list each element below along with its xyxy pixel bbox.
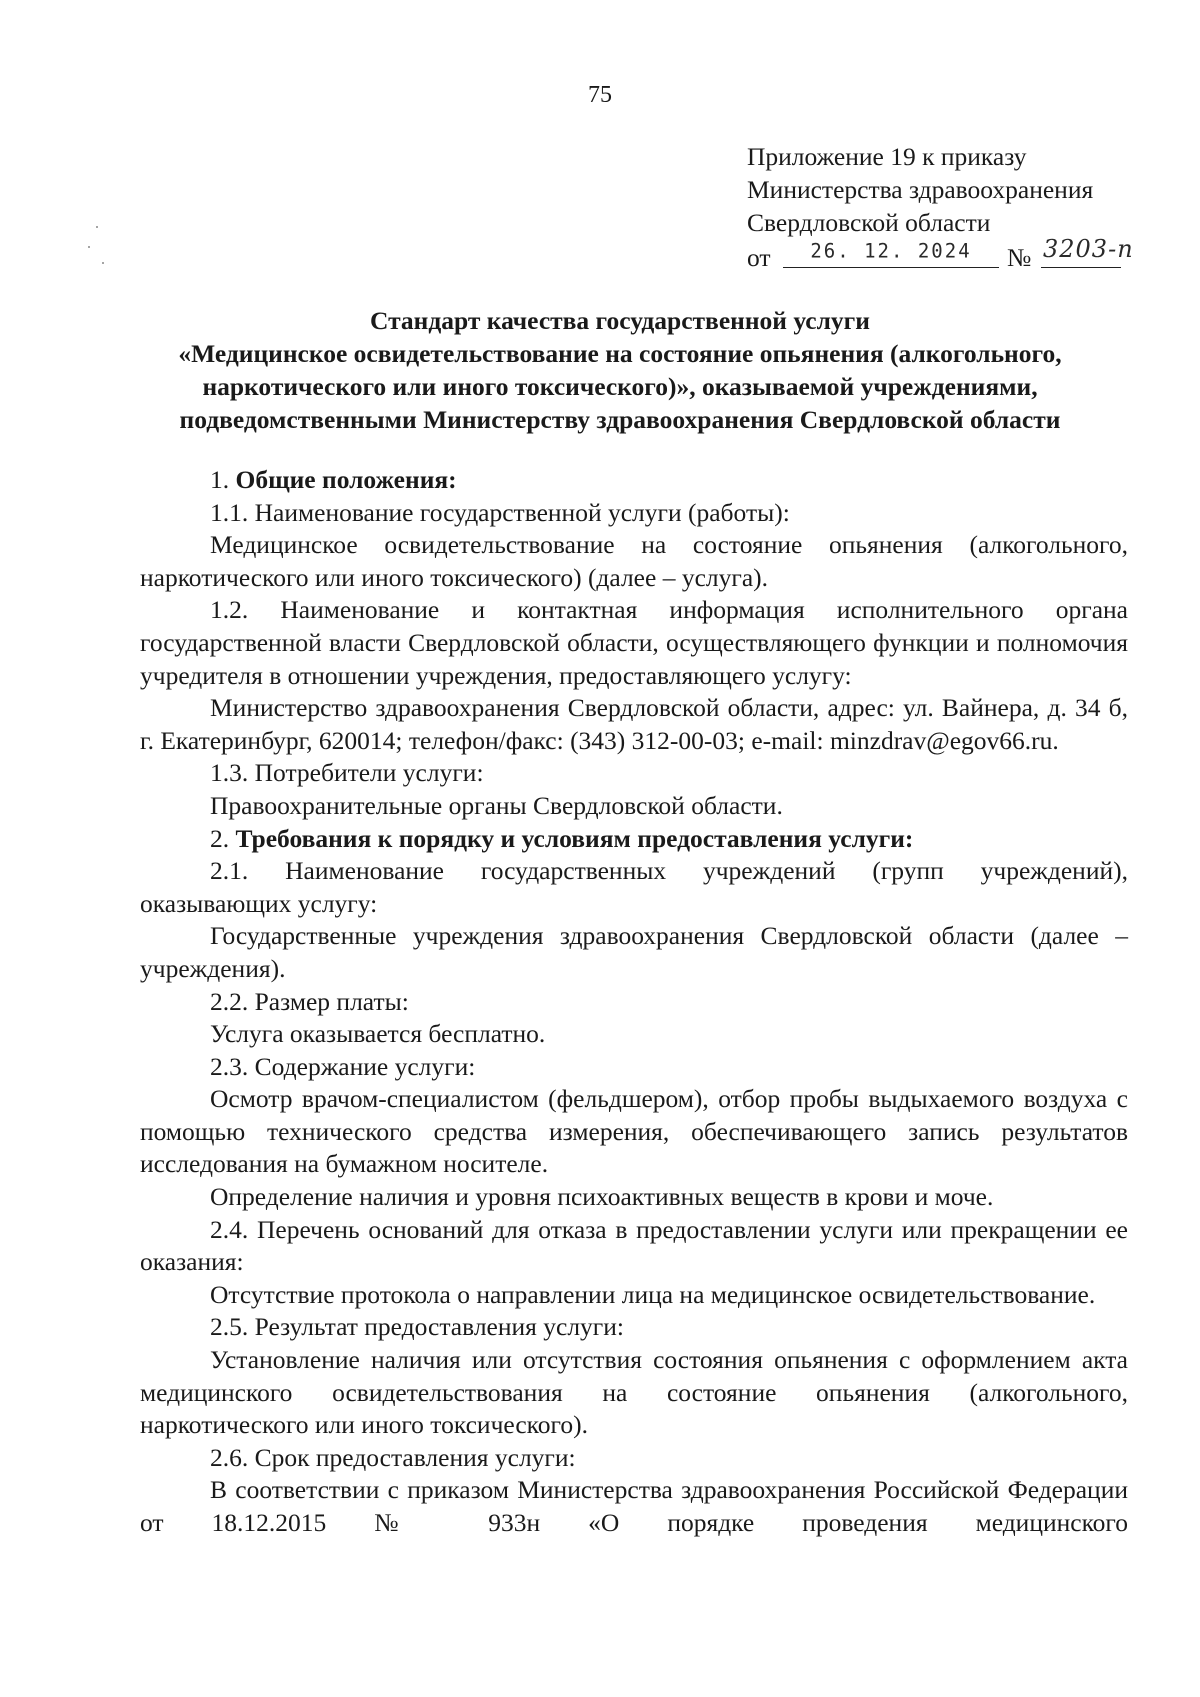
scan-speck xyxy=(96,226,98,228)
paragraph: Установление наличия или отсутствия состояния опьянения с оформлением акта медицинского освидетельствования на состояние опьянения (алкогольного, наркотического или иного токсического). xyxy=(140,1345,1128,1440)
title-line-1: Стандарт качества государственной услуги xyxy=(370,306,870,335)
section-number: 1. xyxy=(210,465,236,494)
paragraph: 2.1. Наименование государственных учреждений (групп учреждений), оказывающих услугу: xyxy=(140,856,1128,918)
appendix-line-1: Приложение 19 к приказу xyxy=(747,142,1027,171)
paragraph: 1.2. Наименование и контактная информация исполнительного органа государственной власти Свердловской области, осуществляющего функции и полномочия учредителя в отношении учреждения, предоставляющего услугу: xyxy=(140,595,1128,690)
paragraph: Определение наличия и уровня психоактивных веществ в крови и моче. xyxy=(210,1182,994,1212)
paragraph: 2.5. Результат предоставления услуги: xyxy=(210,1312,624,1342)
title-line-3: наркотического или иного токсического)», оказываемой учреждениями, xyxy=(202,372,1038,401)
paragraph: Правоохранительные органы Свердловской области. xyxy=(210,790,783,820)
section-heading-1 xyxy=(140,464,1128,497)
paragraph: 2.4. Перечень оснований для отказа в предоставлении услуги или прекращении ее оказания: xyxy=(140,1214,1128,1277)
paragraph: 2.2. Размер платы: xyxy=(210,986,409,1016)
section-title: Требования к порядку и условиям предоставления услуги: xyxy=(235,823,914,853)
scan-speck xyxy=(88,246,90,248)
paragraph: Осмотр врачом-специалистом (фельдшером), отбор пробы выдыхаемого воздуха с помощью технического средства измерения, обеспечивающего запись результатов исследования на бумажном носителе. xyxy=(140,1084,1128,1179)
paragraph: Услуга оказывается бесплатно. xyxy=(210,1019,546,1049)
number-label: № xyxy=(1007,243,1032,272)
paragraph: Государственные учреждения здравоохранения Свердловской области (далее – учреждения). xyxy=(140,921,1128,983)
scan-speck xyxy=(102,262,104,264)
appendix-line-2: Министерства здравоохранения xyxy=(747,175,1094,204)
appendix-block xyxy=(747,140,1167,272)
section-number: 2. xyxy=(210,823,236,853)
appendix-line-3: Свердловской области xyxy=(747,208,991,237)
paragraph: В соответствии с приказом Министерства здравоохранения Российской Федерации от 18.12.2015 № 933н «О порядке проведения медицинского xyxy=(140,1475,1128,1537)
paragraph: Отсутствие протокола о направлении лица на медицинское освидетельствование. xyxy=(210,1279,1096,1309)
page-number: 75 xyxy=(588,82,612,108)
from-label: от xyxy=(747,243,771,272)
number-underline xyxy=(1041,267,1121,268)
handwritten-number: 3203-п xyxy=(1043,235,1134,263)
paragraph: Министерство здравоохранения Свердловской области, адрес: ул. Вайнера, д. 34 б, г. Екатеринбург, 620014; телефон/факс: (343) 312-00-03; e-mail: minzdrav@egov66.ru. xyxy=(140,693,1128,755)
section-heading-2 xyxy=(140,823,1128,856)
title-line-4: подведомственными Министерству здравоохранения Свердловской области xyxy=(179,405,1061,434)
handwritten-date: 26. 12. 2024 xyxy=(810,239,972,263)
section-title: Общие положения: xyxy=(235,465,457,494)
document-title xyxy=(120,304,1120,436)
order-reference xyxy=(747,235,1167,272)
paragraph: 1.1. Наименование государственной услуги (работы): xyxy=(210,497,790,527)
paragraph: Медицинское освидетельствование на состояние опьянения (алкогольного, наркотического или иного токсического) (далее – услуга). xyxy=(140,530,1128,592)
paragraph: 1.3. Потребители услуги: xyxy=(210,758,484,788)
title-line-2: «Медицинское освидетельствование на состояние опьянения (алкогольного, xyxy=(178,339,1062,368)
document-body xyxy=(140,464,1128,1540)
paragraph: 2.3. Содержание услуги: xyxy=(210,1051,476,1081)
paragraph: 2.6. Срок предоставления услуги: xyxy=(210,1442,576,1472)
